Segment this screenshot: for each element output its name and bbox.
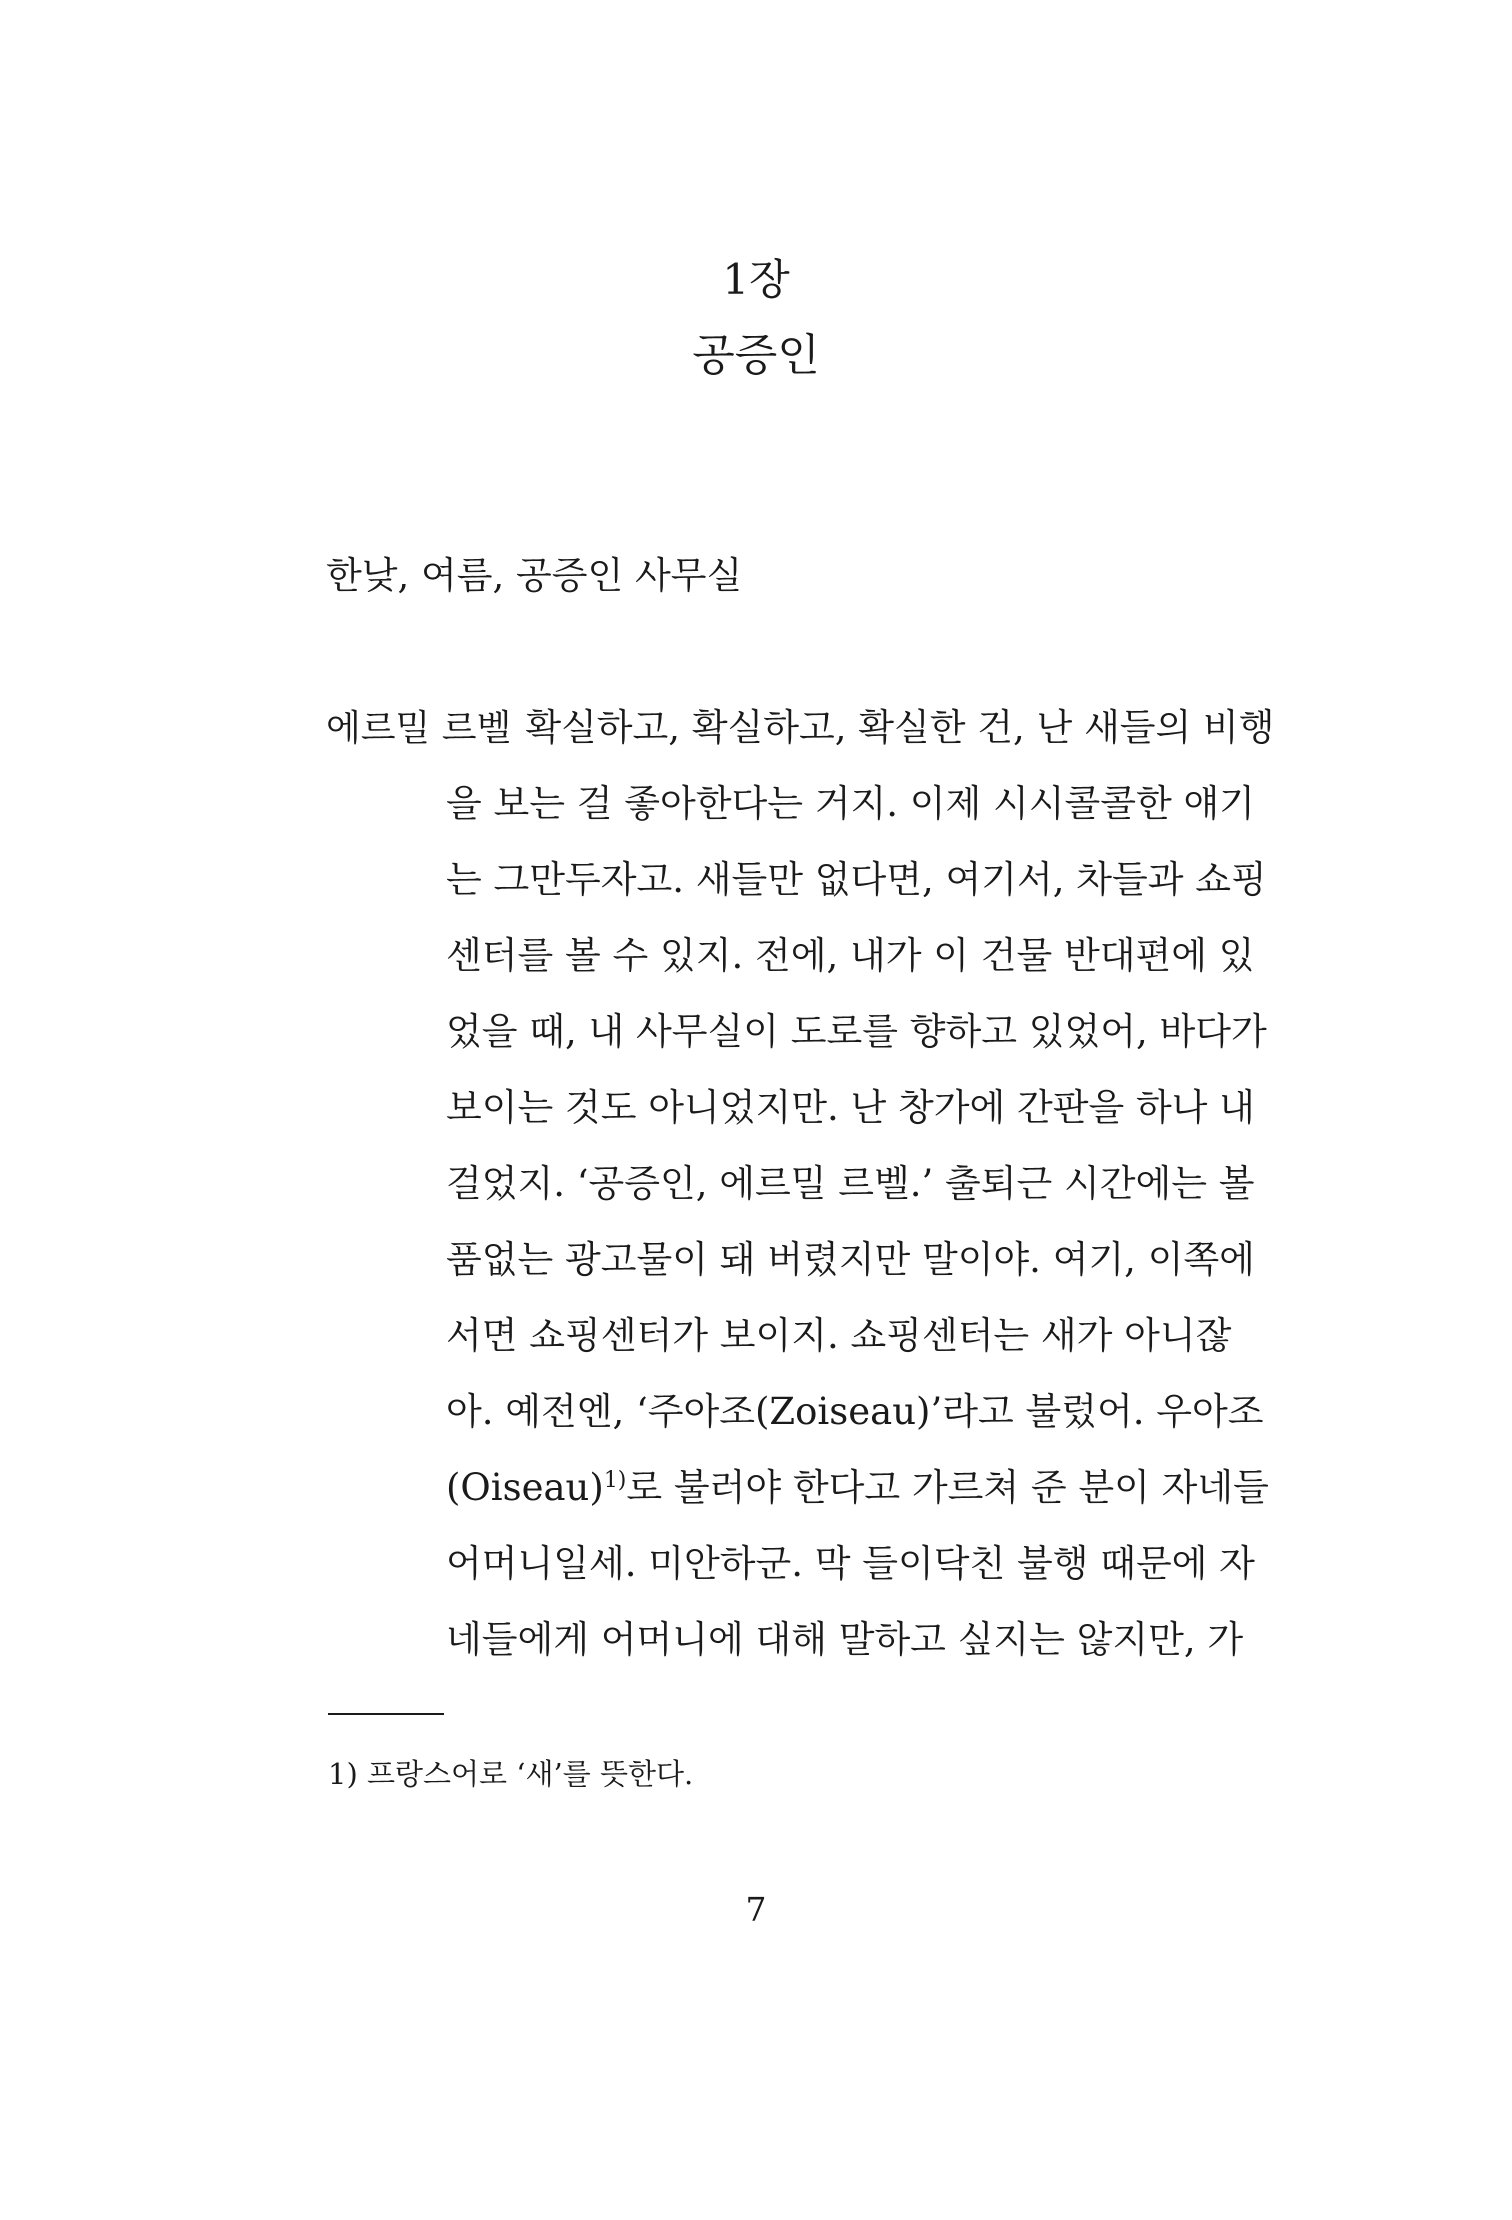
dialogue-line: 어머니일세. 미안하군. 막 들이닥친 불행 때문에 자: [446, 1542, 1255, 1585]
dialogue-line: 걸었지. ‘공증인, 에르밀 르벨.’ 출퇴근 시간에는 볼: [446, 1162, 1255, 1205]
dialogue-line: 품없는 광고물이 돼 버렸지만 말이야. 여기, 이쪽에: [446, 1238, 1255, 1281]
dialogue-block: [326, 690, 1275, 1678]
dialogue-text: 로 불러야 한다고 가르쳐 준 분이 자네들: [626, 1466, 1269, 1509]
dialogue-line: [326, 690, 1275, 766]
dialogue-line: 센터를 볼 수 있지. 전에, 내가 이 건물 반대편에 있: [446, 934, 1255, 977]
scene-direction: 한낮, 여름, 공증인 사무실: [326, 554, 743, 597]
dialogue-line: 네들에게 어머니에 대해 말하고 싶지는 않지만, 가: [446, 1618, 1244, 1661]
dialogue-line: 었을 때, 내 사무실이 도로를 향하고 있었어, 바다가: [446, 1010, 1267, 1053]
dialogue-line: 서면 쇼핑센터가 보이지. 쇼핑센터는 새가 아니잖: [446, 1314, 1232, 1357]
dialogue-line: 는 그만두자고. 새들만 없다면, 여기서, 차들과 쇼핑: [446, 858, 1267, 901]
page-number: 7: [745, 1890, 767, 1929]
dialogue-line: 을 보는 걸 좋아한다는 거지. 이제 시시콜콜한 얘기: [446, 782, 1255, 825]
dialogue-line: 보이는 것도 아니었지만. 난 창가에 간판을 하나 내: [446, 1086, 1255, 1129]
footnote-reference[interactable]: 1): [603, 1468, 627, 1493]
footnote-divider: [328, 1713, 444, 1715]
dialogue-line: 아. 예전엔, ‘주아조(Zoiseau)’라고 불렀어. 우아조: [446, 1390, 1264, 1433]
dialogue-line: [326, 1450, 1269, 1526]
footnote: 1) 프랑스어로 ‘새’를 뜻한다.: [328, 1757, 694, 1791]
chapter-title: 공증인: [692, 330, 820, 381]
dialogue-text: (Oiseau): [446, 1466, 604, 1509]
speaker-name: 에르밀 르벨: [326, 708, 512, 749]
chapter-number: 1장: [722, 255, 790, 304]
dialogue-text: 확실하고, 확실하고, 확실한 건, 난 새들의 비행: [525, 706, 1275, 749]
